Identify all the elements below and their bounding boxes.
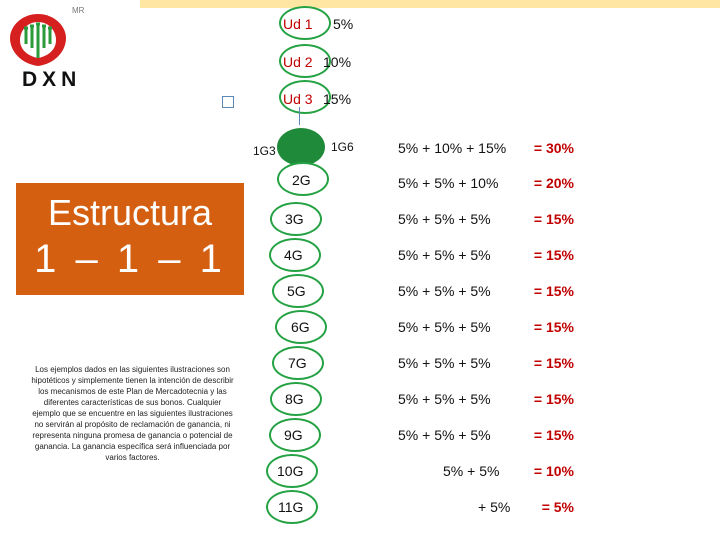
gen-7-formula: 5% + 5% + 5% [398,355,491,371]
gen-6-formula: 5% + 5% + 5% [398,319,491,335]
gen-4-total: = 15% [533,247,574,263]
gen-10-total: = 10% [533,463,574,479]
gen-8-label: 8G [285,391,304,407]
gen-5-total: = 15% [533,283,574,299]
gen-2-label: 2G [292,172,311,188]
title-line-1: Estructura [47,192,213,233]
gen-4-label: 4G [284,247,303,263]
logo-mark: MR [72,6,85,15]
gen-11-formula: + 5% [478,499,511,515]
connector-line [299,107,300,125]
gen-9-total: = 15% [533,427,574,443]
first-row-total: = 30% [533,140,574,156]
gen-2-formula: 5% + 5% + 10% [398,175,499,191]
label-1g3: 1G3 [253,144,276,158]
title-line-2: 1 – 1 – 1 [34,237,226,281]
gen-10-formula: 5% + 5% [443,463,500,479]
gen-10-label: 10G [277,463,304,479]
gen-3-label: 3G [285,211,304,227]
first-generation-node [277,128,325,166]
gen-11-total: = 5% [541,499,574,515]
dxn-logo [8,4,98,90]
mushroom-logo-icon [8,8,68,68]
gen-3-total: = 15% [533,211,574,227]
gen-4-formula: 5% + 5% + 5% [398,247,491,263]
gen-5-formula: 5% + 5% + 5% [398,283,491,299]
gen-9-formula: 5% + 5% + 5% [398,427,491,443]
unit-2-pct: 10% [323,54,352,70]
gen-6-label: 6G [291,319,310,335]
gen-8-total: = 15% [533,391,574,407]
gen-9-label: 9G [284,427,303,443]
gen-11-label: 11G [278,499,304,515]
label-1g6: 1G6 [331,140,354,154]
connector-square [222,96,234,108]
gen-3-formula: 5% + 5% + 5% [398,211,491,227]
gen-8-formula: 5% + 5% + 5% [398,391,491,407]
logo-brand-text: DXN [22,68,82,91]
unit-1-label: Ud 1 [283,16,313,32]
gen-5-label: 5G [287,283,306,299]
unit-3-pct: 15% [323,91,352,107]
top-accent-bar [140,0,720,8]
disclaimer-text: Los ejemplos dados en las siguientes ilustraciones son hipotéticos y simplemente tienen la intención de describir los mecanismos de este Plan de Mercadotecnia y las diferentes características de sus bonos. Cualquier ejemplo que se encuentre en las siguientes ilustraciones no servirán al propósito de reclamación de ganancia, ni representa ninguna promesa de ganancia o potencial de ganancia. La ganancia específica será influenciada por varios factores. [31,365,234,462]
gen-7-total: = 15% [533,355,574,371]
unit-1-pct: 5% [333,16,354,32]
structure-title-box [16,183,244,295]
gen-6-total: = 15% [533,319,574,335]
unit-2-label: Ud 2 [283,54,313,70]
gen-7-label: 7G [288,355,307,371]
gen-2-total: = 20% [533,175,574,191]
first-row-formula: 5% + 10% + 15% [398,140,507,156]
unit-3-label: Ud 3 [283,91,313,107]
